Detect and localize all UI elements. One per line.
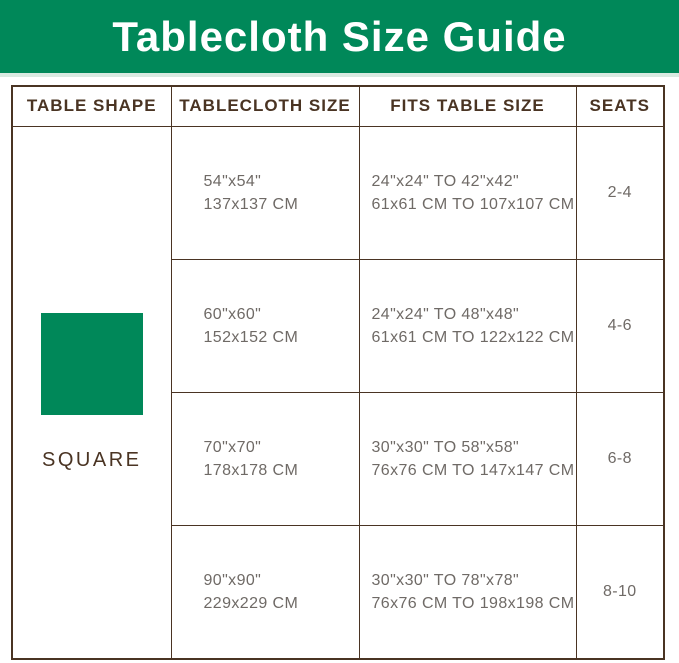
size-guide-table — [11, 85, 665, 660]
col-header-fits-table-size: FITS TABLE SIZE — [359, 86, 576, 126]
seats-cell: 4-6 — [576, 259, 664, 392]
fits-inches: 30"x30" TO 78"x78" — [371, 572, 520, 590]
tablecloth-size-cell — [171, 126, 359, 259]
banner-bottom-edge — [0, 73, 679, 77]
fits-inches: 30"x30" TO 58"x58" — [371, 439, 520, 457]
size-inches: 70"x70" — [203, 439, 262, 457]
shape-cell — [12, 126, 171, 659]
seats-cell: 2-4 — [576, 126, 664, 259]
fits-cm: 76x76 CM TO 198x198 CM — [371, 595, 575, 613]
fits-table-size-cell — [359, 393, 576, 526]
size-cm: 152x152 CM — [203, 328, 299, 346]
size-inches: 54"x54" — [203, 172, 262, 190]
fits-inches: 24"x24" TO 48"x48" — [371, 305, 520, 323]
header-row — [12, 86, 664, 126]
fits-table-size-cell — [359, 526, 576, 659]
fits-cm: 61x61 CM TO 107x107 CM — [371, 195, 575, 213]
col-header-tablecloth-size: TABLECLOTH SIZE — [171, 86, 359, 126]
size-cm: 137x137 CM — [203, 195, 299, 213]
green-square-icon — [41, 313, 143, 415]
fits-table-size-cell — [359, 126, 576, 259]
col-header-table-shape: TABLE SHAPE — [12, 86, 171, 126]
tablecloth-size-cell — [171, 393, 359, 526]
size-inches: 90"x90" — [203, 572, 262, 590]
fits-table-size-cell — [359, 259, 576, 392]
fits-inches: 24"x24" TO 42"x42" — [371, 172, 520, 190]
tablecloth-size-cell — [171, 526, 359, 659]
fits-cm: 76x76 CM TO 147x147 CM — [371, 462, 575, 480]
table-row — [12, 126, 664, 259]
title-banner — [0, 0, 679, 73]
col-header-seats: SEATS — [576, 86, 664, 126]
size-cm: 178x178 CM — [203, 462, 299, 480]
tablecloth-size-cell — [171, 259, 359, 392]
fits-cm: 61x61 CM TO 122x122 CM — [371, 328, 575, 346]
seats-cell: 8-10 — [576, 526, 664, 659]
shape-label: SQUARE — [42, 448, 142, 471]
page-title: Tablecloth Size Guide — [112, 12, 567, 60]
size-cm: 229x229 CM — [203, 595, 299, 613]
seats-cell: 6-8 — [576, 393, 664, 526]
size-inches: 60"x60" — [203, 305, 262, 323]
